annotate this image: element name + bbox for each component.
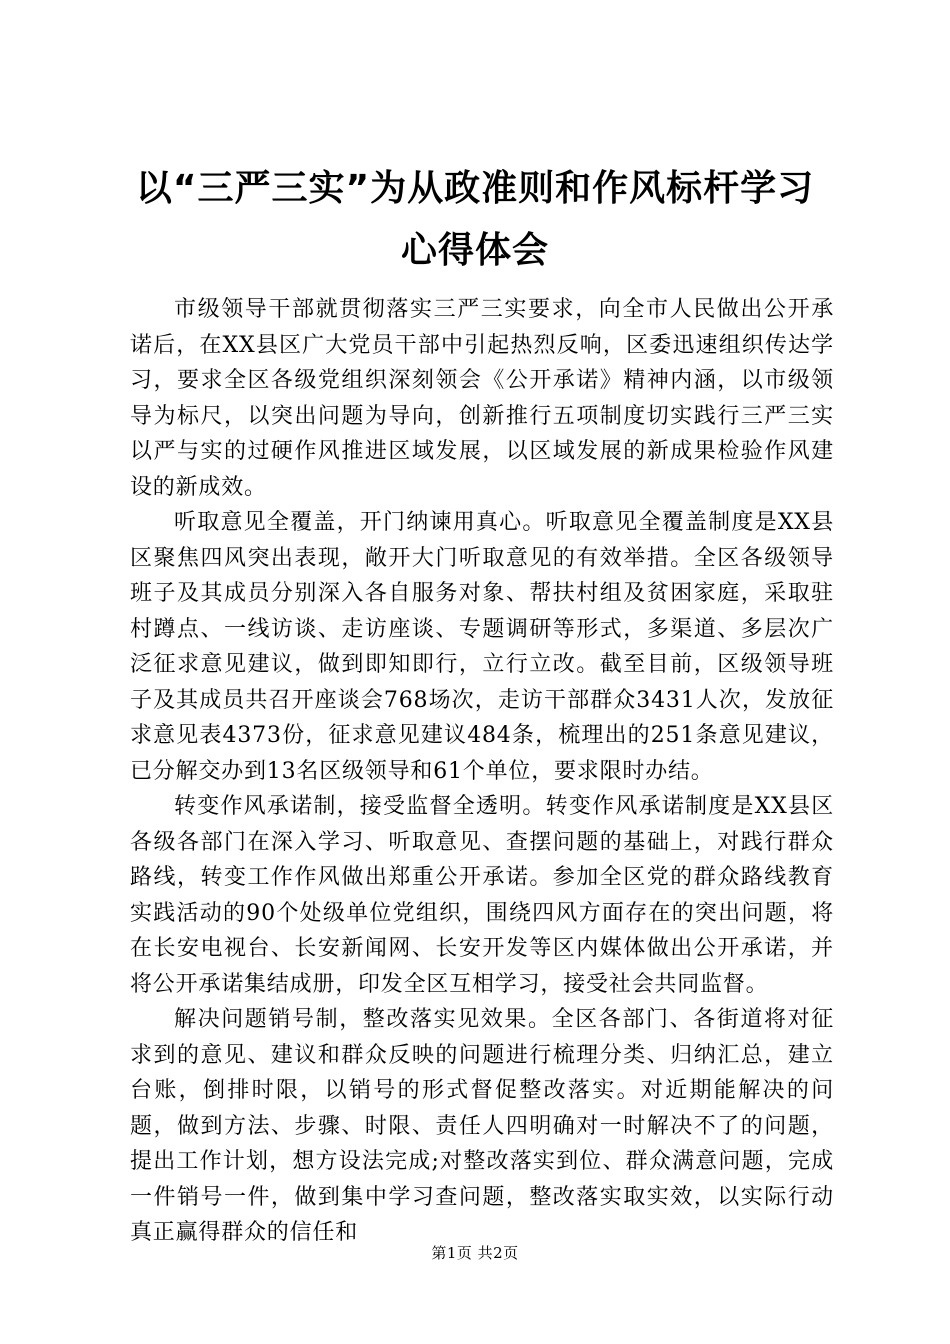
page-number-footer: 第1页 共2页 [431,1244,519,1262]
paragraph-4: 解决问题销号制，整改落实见效果。全区各部门、各街道将对征求到的意见、建议和群众反映的问题进行梳理分类、归纳汇总，建立台账，倒排时限，以销号的形式督促整改落实。对近期能解决的问题，做到方法、步骤、时限、责任人四明确对一时解决不了的问题，提出工作计划，想方设法完成;对整改落实到位、群众满意问题，完成一件销号一件，做到集中学习查问题，整改落实取实效，以实际行动真正赢得群众的信任和 [130,1007,834,1245]
paragraph-3: 转变作风承诺制，接受监督全透明。转变作风承诺制度是XX县区各级各部门在深入学习、听取意见、查摆问题的基础上，对践行群众路线，转变工作作风做出郑重公开承诺。参加全区党的群众路线教育实践活动的90个处级单位党组织，围绕四风方面存在的突出问题，将在长安电视台、长安新闻网、长安开发等区内媒体做出公开承诺，并将公开承诺集结成册，印发全区互相学习，接受社会共同监督。 [130,794,834,997]
document-title: 以“三严三实”为从政准则和作风标杆学习心得体会 [135,168,815,271]
document-body [130,292,834,1245]
paragraph-2: 听取意见全覆盖，开门纳谏用真心。听取意见全覆盖制度是XX县区聚焦四风突出表现，敞开大门听取意见的有效举措。全区各级领导班子及其成员分别深入各自服务对象、帮扶村组及贫困家庭，采取驻村蹲点、一线访谈、走访座谈、专题调研等形式，多渠道、多层次广泛征求意见建议，做到即知即行，立行立改。截至目前，区级领导班子及其成员共召开座谈会768场次，走访干部群众3431人次，发放征求意见表4373份，征求意见建议484条，梳理出的251条意见建议，已分解交办到13名区级领导和61个单位，要求限时办结。 [130,510,834,784]
paragraph-1: 市级领导干部就贯彻落实三严三实要求，向全市人民做出公开承诺后，在XX县区广大党员干部中引起热烈反响，区委迅速组织传达学习，要求全区各级党组织深刻领会《公开承诺》精神内涵，以市级领导为标尺，以突出问题为导向，创新推行五项制度切实践行三严三实以严与实的过硬作风推进区域发展，以区域发展的新成果检验作风建设的新成效。 [130,297,834,500]
